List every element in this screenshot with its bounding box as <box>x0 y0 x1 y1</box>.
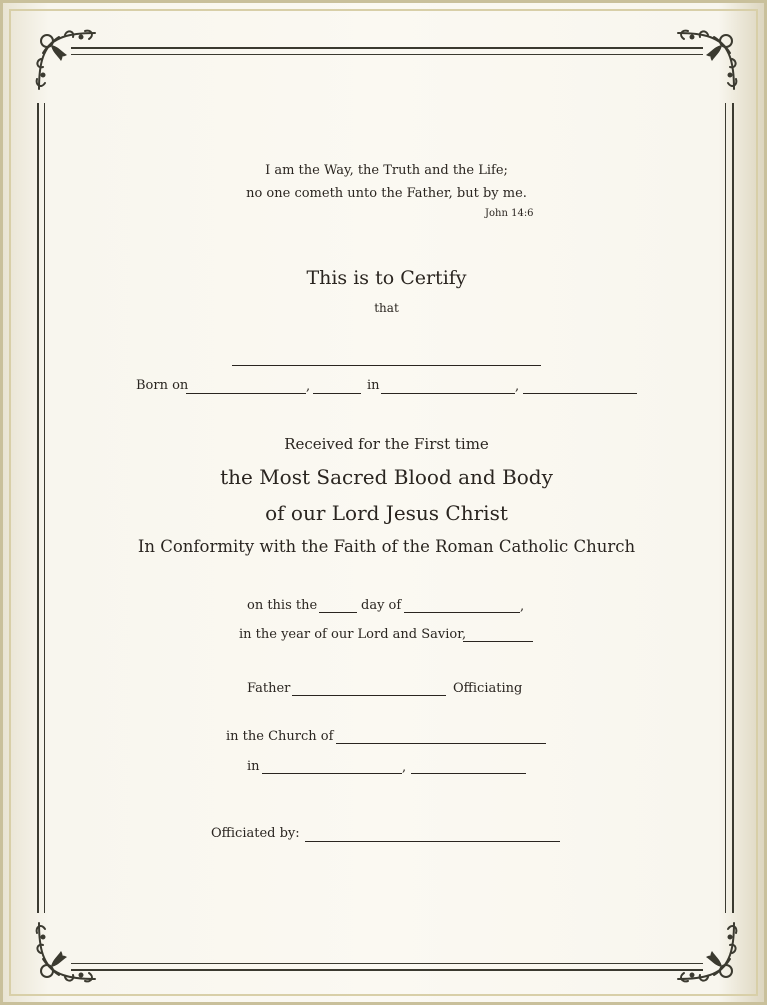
officiated-by-label: Officiated by: <box>211 826 300 841</box>
certify-that: that <box>374 301 399 315</box>
month-field[interactable] <box>404 612 520 613</box>
received-line: Received for the First time <box>284 435 489 453</box>
father-name-field[interactable] <box>292 695 446 696</box>
born-comma-1: , <box>306 379 311 394</box>
verse-line-2: no one cometh unto the Father, but by me. <box>246 186 527 201</box>
conformity-line: In Conformity with the Faith of the Roman Catholic Church <box>137 537 636 556</box>
border-bottom-inner <box>71 963 703 964</box>
date-comma: , <box>520 599 525 614</box>
day-of-label: day of <box>361 598 402 613</box>
born-comma-2: , <box>515 379 520 394</box>
border-top-outer <box>71 47 703 49</box>
border-top-inner <box>71 54 703 55</box>
corner-ornament-top-left-icon <box>29 23 101 95</box>
birth-year-field[interactable] <box>313 393 361 394</box>
officiant-signature-field[interactable] <box>305 841 560 842</box>
born-on-label: Born on <box>136 378 189 393</box>
corner-ornament-top-right-icon <box>672 23 744 95</box>
birth-city-field[interactable] <box>381 393 515 394</box>
born-in-label: in <box>367 378 380 393</box>
birth-date-field[interactable] <box>186 393 306 394</box>
day-field[interactable] <box>319 612 357 613</box>
church-city-field[interactable] <box>262 773 402 774</box>
corner-ornament-bottom-left-icon <box>29 917 101 989</box>
recipient-name-field[interactable] <box>232 365 541 366</box>
sacred-line: the Most Sacred Blood and Body <box>220 465 553 489</box>
church-in-label: in <box>247 759 260 774</box>
border-bottom-outer <box>71 969 703 971</box>
church-name-field[interactable] <box>336 743 546 744</box>
lord-line: of our Lord Jesus Christ <box>265 501 508 525</box>
birth-state-field[interactable] <box>523 393 637 394</box>
year-label: in the year of our Lord and Savior, <box>239 627 467 642</box>
church-state-field[interactable] <box>411 773 526 774</box>
father-label: Father <box>247 681 291 696</box>
verse-reference: John 14:6 <box>485 208 534 219</box>
church-comma: , <box>402 760 407 775</box>
church-label: in the Church of <box>226 729 334 744</box>
verse-line-1: I am the Way, the Truth and the Life; <box>265 163 508 178</box>
year-field[interactable] <box>463 641 533 642</box>
certify-title: This is to Certify <box>306 267 467 289</box>
on-this-the-label: on this the <box>247 598 318 613</box>
officiating-label: Officiating <box>453 681 523 696</box>
corner-ornament-bottom-right-icon <box>672 917 744 989</box>
